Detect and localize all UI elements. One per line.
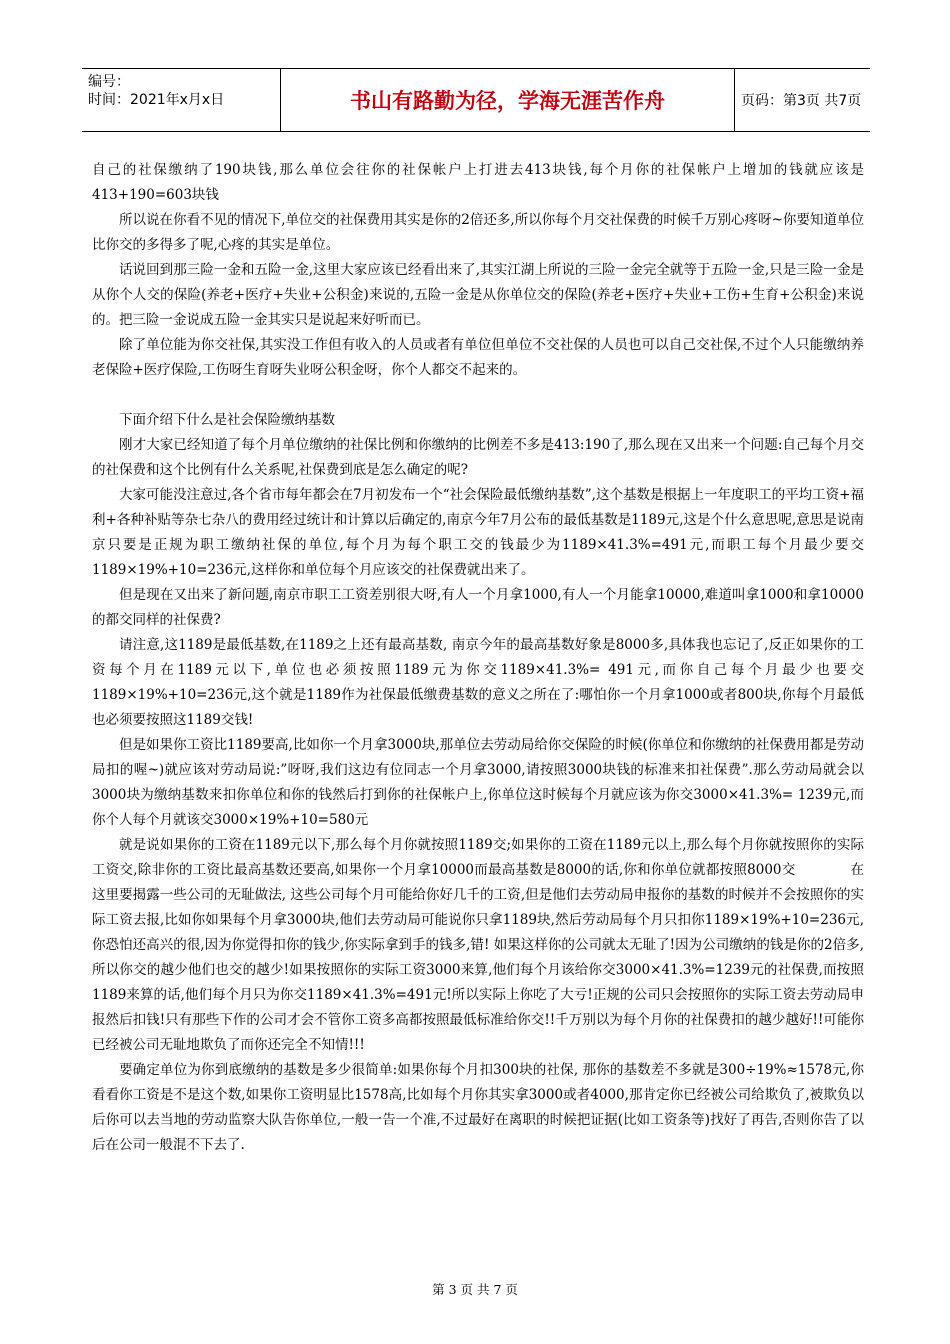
paragraph: 所以说在你看不见的情况下,单位交的社保费用其实是你的2倍还多,所以你每个月交社保费的时候千万别心疼呀~你要知道单位比你交的多得多了呢,心疼的其实是单位。 <box>92 212 864 253</box>
header-left-cell <box>82 69 280 131</box>
document-code-label: 编号： <box>88 74 130 90</box>
paragraph: 刚才大家已经知道了每个月单位缴纳的社保比例和你缴纳的比例差不多是413:190了,那么现在又出来一个问题:自己每个月交的社保费和这个比例有什么关系呢,社保费到底是怎么确定的呢? <box>92 437 864 478</box>
paragraph: 除了单位能为你交社保,其实没工作但有收入的人员或者有单位但单位不交社保的人员也可以自己交社保,不过个人只能缴纳养老保险+医疗保险,工伤呀生育呀失业呀公积金呀，你个人都交不起来的。 <box>92 337 864 378</box>
paragraph: 自己的社保缴纳了190块钱,那么单位会往你的社保帐户上打进去413块钱,每个月你的社保帐户上增加的钱就应该是413+190=603块钱 <box>92 162 864 203</box>
page-footer: 第 3 页 共 7 页 <box>432 1282 518 1297</box>
page-header <box>82 68 870 132</box>
paragraph: 请注意,这1189是最低基数,在1189之上还有最高基数, 南京今年的最高基数好象是8000多,具体我也忘记了,反正如果你的工资每个月在1189元以下,单位也必须按照1189元为你交1189×41.3%= 491元,而你自己每个月最少也要交1189×19%+10=236元,这个就是1189作为社保最低缴费基数的意义之所在了:哪怕你一个月拿1000或者800块,你每个月最低也必须要按照这1189交钱! <box>92 637 864 728</box>
paragraph: 要确定单位为你到底缴纳的基数是多少很简单:如果你每个月扣300块的社保, 那你的基数差不多就是300÷19%≈1578元,你看看你工资是不是这个数,如果你工资明显比1578高,比如每个月你其实拿3000或者4000,那肯定你已经被公司给欺负了,被欺负以后你可以去当地的劳动监察大队告你单位,一般一告一个准,不过最好在离职的时候把证据(比如工资条等)找好了再告,否则你告了以后在公司一般混不下去了. <box>92 1062 864 1153</box>
blank-line <box>92 383 864 408</box>
header-motto: 书山有路勤为径，学海无涯苦作舟 <box>280 69 735 131</box>
body-text <box>92 158 864 1158</box>
document-time-label: 时间：2021年x月x日 <box>88 92 225 108</box>
header-page-info: 页码：第3页 共7页 <box>741 93 862 109</box>
paragraph: 就是说如果你的工资在1189元以下,那么每个月你就按照1189交;如果你的工资在1189元以上,那么每个月你就按照你的实际工资交,除非你的工资比最高基数还要高,如果你一个月拿10000而最高基数是8000的话,你和你单位就都按照8000交 在这里要揭露一些公司的无耻做法, 这些公司每个月可能给你好几千的工资,但是他们去劳动局申报你的基数的时候并不会按照你的实际工资去报,比如你如果每个月拿3000块,他们去劳动局可能说你只拿1189块,然后劳动局每个月只扣你1189×19%+10=236元,你恐怕还高兴的很,因为你觉得扣你的钱少,你实际拿到手的钱多,错! 如果这样你的公司就太无耻了!因为公司缴纳的钱是你的2倍多,所以你交的越少他们也交的越少!如果按照你的实际工资3000来算,他们每个月该给你交3000×41.3%=1239元的社保费,而按照1189来算的话,他们每个月只为你交1189×41.3%=491元!所以实际上你吃了大亏!正规的公司只会按照你的实际工资去劳动局申报然后扣钱!只有那些下作的公司才会不管你工资多高都按照最低标准给你交!!千万别以为每个月你的社保费扣的越少越好!!可能你已经被公司无耻地欺负了而你还完全不知情!!! <box>92 837 864 1053</box>
paragraph: 但是现在又出来了新问题,南京市职工工资差别很大呀,有人一个月拿1000,有人一个月能拿10000,难道叫拿1000和拿10000的都交同样的社保费? <box>92 587 864 628</box>
paragraph: 但是如果你工资比1189要高,比如你一个月拿3000块,那单位去劳动局给你交保险的时候(你单位和你缴纳的社保费用都是劳动局扣的喔~)就应该对劳动局说:”呀呀,我们这边有位同志一个月拿3000,请按照3000块钱的标准来扣社保费”.那么劳动局就会以3000块为缴纳基数来扣你单位和你的钱然后打到你的社保帐户上,你单位这时候每个月就应该为你交3000×41.3%= 1239元,而你个人每个月就该交3000×19%+10=580元 <box>92 737 864 828</box>
paragraph: 大家可能没注意过,各个省市每年都会在7月初发布一个“社会保险最低缴纳基数”,这个基数是根据上一年度职工的平均工资+福利+各种补贴等杂七杂八的费用经过统计和计算以后确定的,南京今年7月公布的最低基数是1189元,这是个什么意思呢,意思是说南京只要是正规为职工缴纳社保的单位,每个月为每个职工交的钱最少为1189×41.3%=491元,而职工每个月最少要交1189×19%+10=236元,这样你和单位每个月应该交的社保费就出来了。 <box>92 487 864 578</box>
section-heading: 下面介绍下什么是社会保险缴纳基数 <box>119 412 335 428</box>
paragraph: 话说回到那三险一金和五险一金,这里大家应该已经看出来了,其实江湖上所说的三险一金完全就等于五险一金,只是三险一金是从你个人交的保险(养老+医疗+失业+公积金)来说的,五险一金是从你单位交的保险(养老+医疗+失业+工伤+生育+公积金)来说的。把三险一金说成五险一金其实只是说起来好听而已。 <box>92 262 864 328</box>
